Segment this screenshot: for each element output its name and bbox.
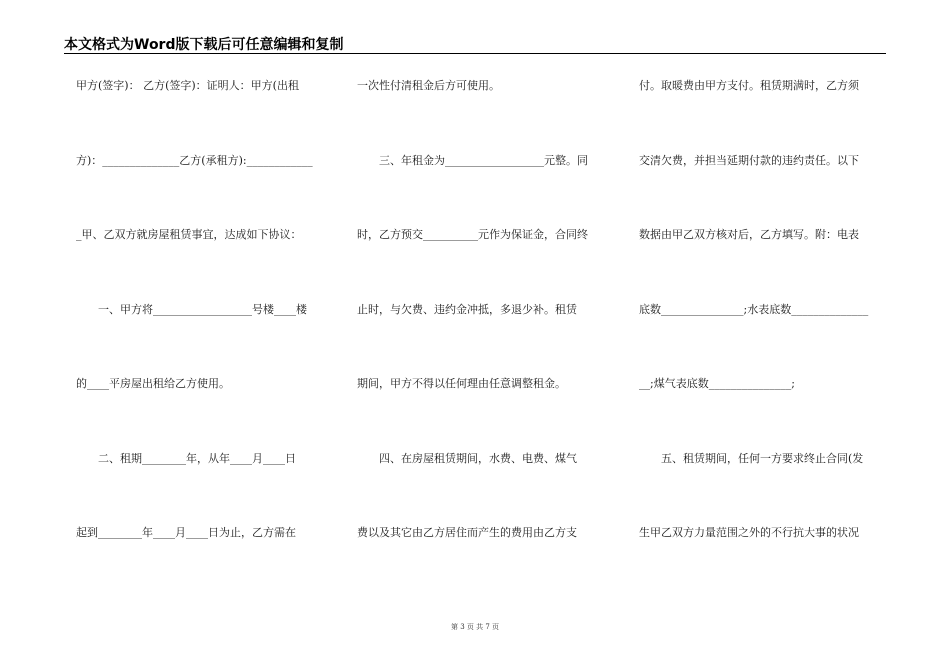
text-line: 起到________年____月____日为止，乙方需在 [76, 526, 296, 539]
text-line: 五、租赁期间，任何一方要求终止合同(发 [639, 451, 864, 465]
text-line: _甲、乙双方就房屋租赁事宜，达成如下协议： [76, 228, 302, 241]
text-line: 的____平房屋出租给乙方使用。 [76, 377, 230, 390]
text-line: 一次性付清租金后方可使用。 [357, 79, 500, 92]
text-column-3 [639, 76, 883, 598]
text-line: 时，乙方预交__________元作为保证金，合同终 [357, 228, 588, 241]
text-line: 二、租期________年，从年____月____日 [76, 451, 296, 465]
text-line: 甲方(签字)： 乙方(签字)：证明人：甲方(出租 [76, 79, 299, 92]
text-column-1 [76, 76, 324, 598]
document-header-title: 本文格式为Word版下载后可任意编辑和复制 [64, 37, 344, 53]
text-line: 付。取暖费由甲方支付。租赁期满时，乙方须 [639, 79, 859, 92]
text-line: 费以及其它由乙方居住而产生的费用由乙方支 [357, 526, 577, 539]
text-line: 止时，与欠费、违约金冲抵，多退少补。租赁 [357, 302, 577, 316]
text-line: __;煤气表底数_______________; [639, 377, 795, 390]
header-divider [64, 53, 886, 54]
text-line: 期间，甲方不得以任何理由任意调整租金。 [357, 377, 566, 390]
text-line: 方)：______________乙方(承租方):____________ [76, 153, 313, 167]
page-number-footer: 第 3 页 共 7 页 [450, 623, 500, 631]
text-column-2 [357, 76, 605, 598]
text-line: 生甲乙双方力量范围之外的不行抗大事的状况 [639, 526, 859, 539]
text-line: 四、在房屋租赁期间，水费、电费、煤气 [357, 451, 577, 465]
text-line: 三、年租金为__________________元整。同 [357, 153, 588, 167]
text-line: 一、甲方将__________________号楼____楼 [76, 302, 307, 316]
text-line: 交清欠费，并担当延期付款的违约责任。以下 [639, 153, 859, 167]
text-line: 底数_______________;水表底数______________ [639, 302, 869, 316]
text-line: 数据由甲乙双方核对后，乙方填写。附：电表 [639, 228, 859, 241]
